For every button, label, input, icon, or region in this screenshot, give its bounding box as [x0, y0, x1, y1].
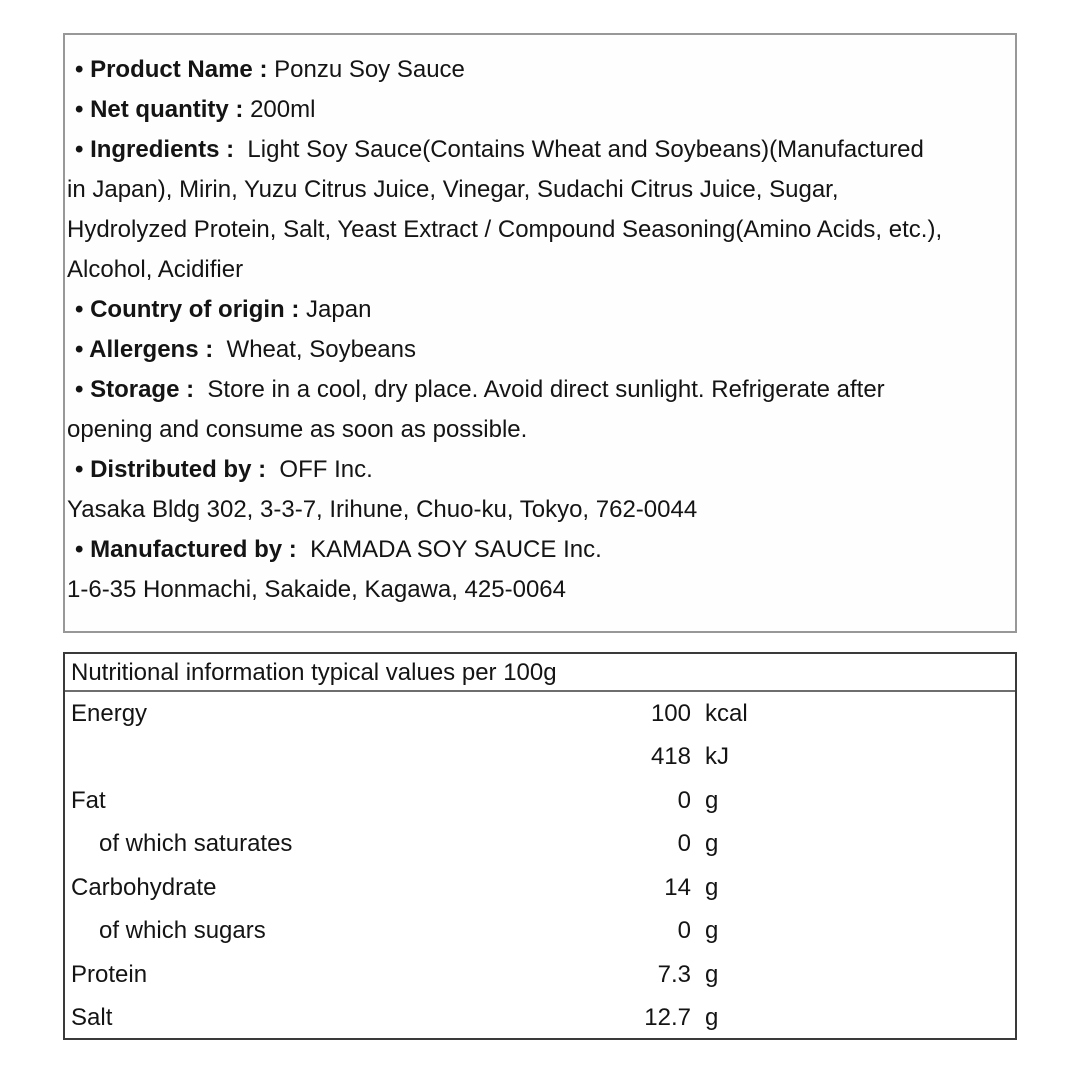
nutrient-value: 0 [677, 786, 691, 814]
field-value: opening and consume as soon as possible. [67, 416, 528, 443]
product-info-line-product-name [65, 50, 1015, 90]
nutrient-value: 418 [650, 743, 691, 771]
nutrient-unit: kJ [705, 743, 729, 771]
product-info-line-country-of-origin [65, 290, 1015, 330]
field-label: • Net quantity : [75, 96, 251, 123]
nutrient-unit: g [705, 873, 719, 901]
nutrition-box [63, 652, 1017, 1040]
product-info-line-manufacturer-address [65, 570, 1015, 610]
nutrient-unit: kcal [705, 699, 748, 727]
nutrient-unit: g [705, 917, 719, 945]
product-info-line-net-quantity [65, 90, 1015, 130]
field-label: • Country of origin : [75, 296, 307, 323]
field-label: • Allergens : [75, 336, 227, 363]
field-value: Yasaka Bldg 302, 3-3-7, Irihune, Chuo-ku, Tokyo, 762-0044 [67, 496, 698, 523]
nutrition-row-energy-kj [65, 736, 1015, 780]
product-info-line-ingredients-cont [65, 170, 1015, 210]
nutrient-value: 14 [664, 873, 691, 901]
product-info-line-manufactured-by [65, 530, 1015, 570]
product-info-box [63, 33, 1017, 633]
product-info-line-distributed-by [65, 450, 1015, 490]
nutrition-row-sugars [65, 910, 1015, 954]
product-info-line-distributor-address [65, 490, 1015, 530]
nutrient-value: 100 [650, 699, 691, 727]
field-label: • Product Name : [75, 56, 275, 83]
field-label: • Storage : [75, 376, 208, 403]
field-value: KAMADA SOY SAUCE Inc. [310, 536, 602, 563]
field-value: Wheat, Soybeans [226, 336, 416, 363]
nutrition-row-saturates [65, 823, 1015, 867]
field-value: OFF Inc. [279, 456, 373, 483]
product-info-line-allergens [65, 330, 1015, 370]
nutrient-name: Carbohydrate [71, 873, 217, 901]
nutrient-name: of which saturates [99, 830, 293, 858]
nutrition-row-salt [65, 997, 1015, 1041]
nutrition-row-protein [65, 953, 1015, 997]
nutrient-name: Salt [71, 1004, 113, 1032]
nutrition-row-energy-kcal [65, 692, 1015, 736]
nutrition-header: Nutritional information typical values per 100g [65, 654, 1015, 692]
field-value: Ponzu Soy Sauce [274, 56, 465, 83]
nutrient-value: 7.3 [657, 960, 691, 988]
field-value: 200ml [250, 96, 316, 123]
field-value: Hydrolyzed Protein, Salt, Yeast Extract / Compound Seasoning(Amino Acids, etc.), [67, 216, 943, 243]
field-label: • Distributed by : [75, 456, 280, 483]
product-info-line-storage-cont [65, 410, 1015, 450]
nutrient-value: 0 [677, 917, 691, 945]
nutrient-unit: g [705, 960, 719, 988]
field-value: in Japan), Mirin, Yuzu Citrus Juice, Vinegar, Sudachi Citrus Juice, Sugar, [67, 176, 839, 203]
nutrition-row-fat [65, 779, 1015, 823]
product-info-line-ingredients-cont [65, 210, 1015, 250]
nutrition-row-carbohydrate [65, 866, 1015, 910]
product-info-line-ingredients-cont [65, 250, 1015, 290]
field-value: Japan [306, 296, 372, 323]
nutrient-name: Fat [71, 786, 106, 814]
field-value: Alcohol, Acidifier [67, 256, 244, 283]
field-label: • Manufactured by : [75, 536, 311, 563]
field-value: 1-6-35 Honmachi, Sakaide, Kagawa, 425-0064 [67, 576, 566, 603]
field-label: • Ingredients : [75, 136, 248, 163]
product-info-line-ingredients [65, 130, 1015, 170]
nutrient-value: 12.7 [644, 1004, 691, 1032]
nutrient-value: 0 [677, 830, 691, 858]
nutrient-name: Energy [71, 699, 148, 727]
field-value: Store in a cool, dry place. Avoid direct sunlight. Refrigerate after [207, 376, 885, 403]
nutrient-unit: g [705, 1004, 719, 1032]
field-value: Light Soy Sauce(Contains Wheat and Soybeans)(Manufactured [247, 136, 924, 163]
nutrient-name: Protein [71, 960, 148, 988]
nutrient-name: of which sugars [99, 917, 266, 945]
nutrient-unit: g [705, 830, 719, 858]
nutrient-unit: g [705, 786, 719, 814]
product-info-line-storage [65, 370, 1015, 410]
